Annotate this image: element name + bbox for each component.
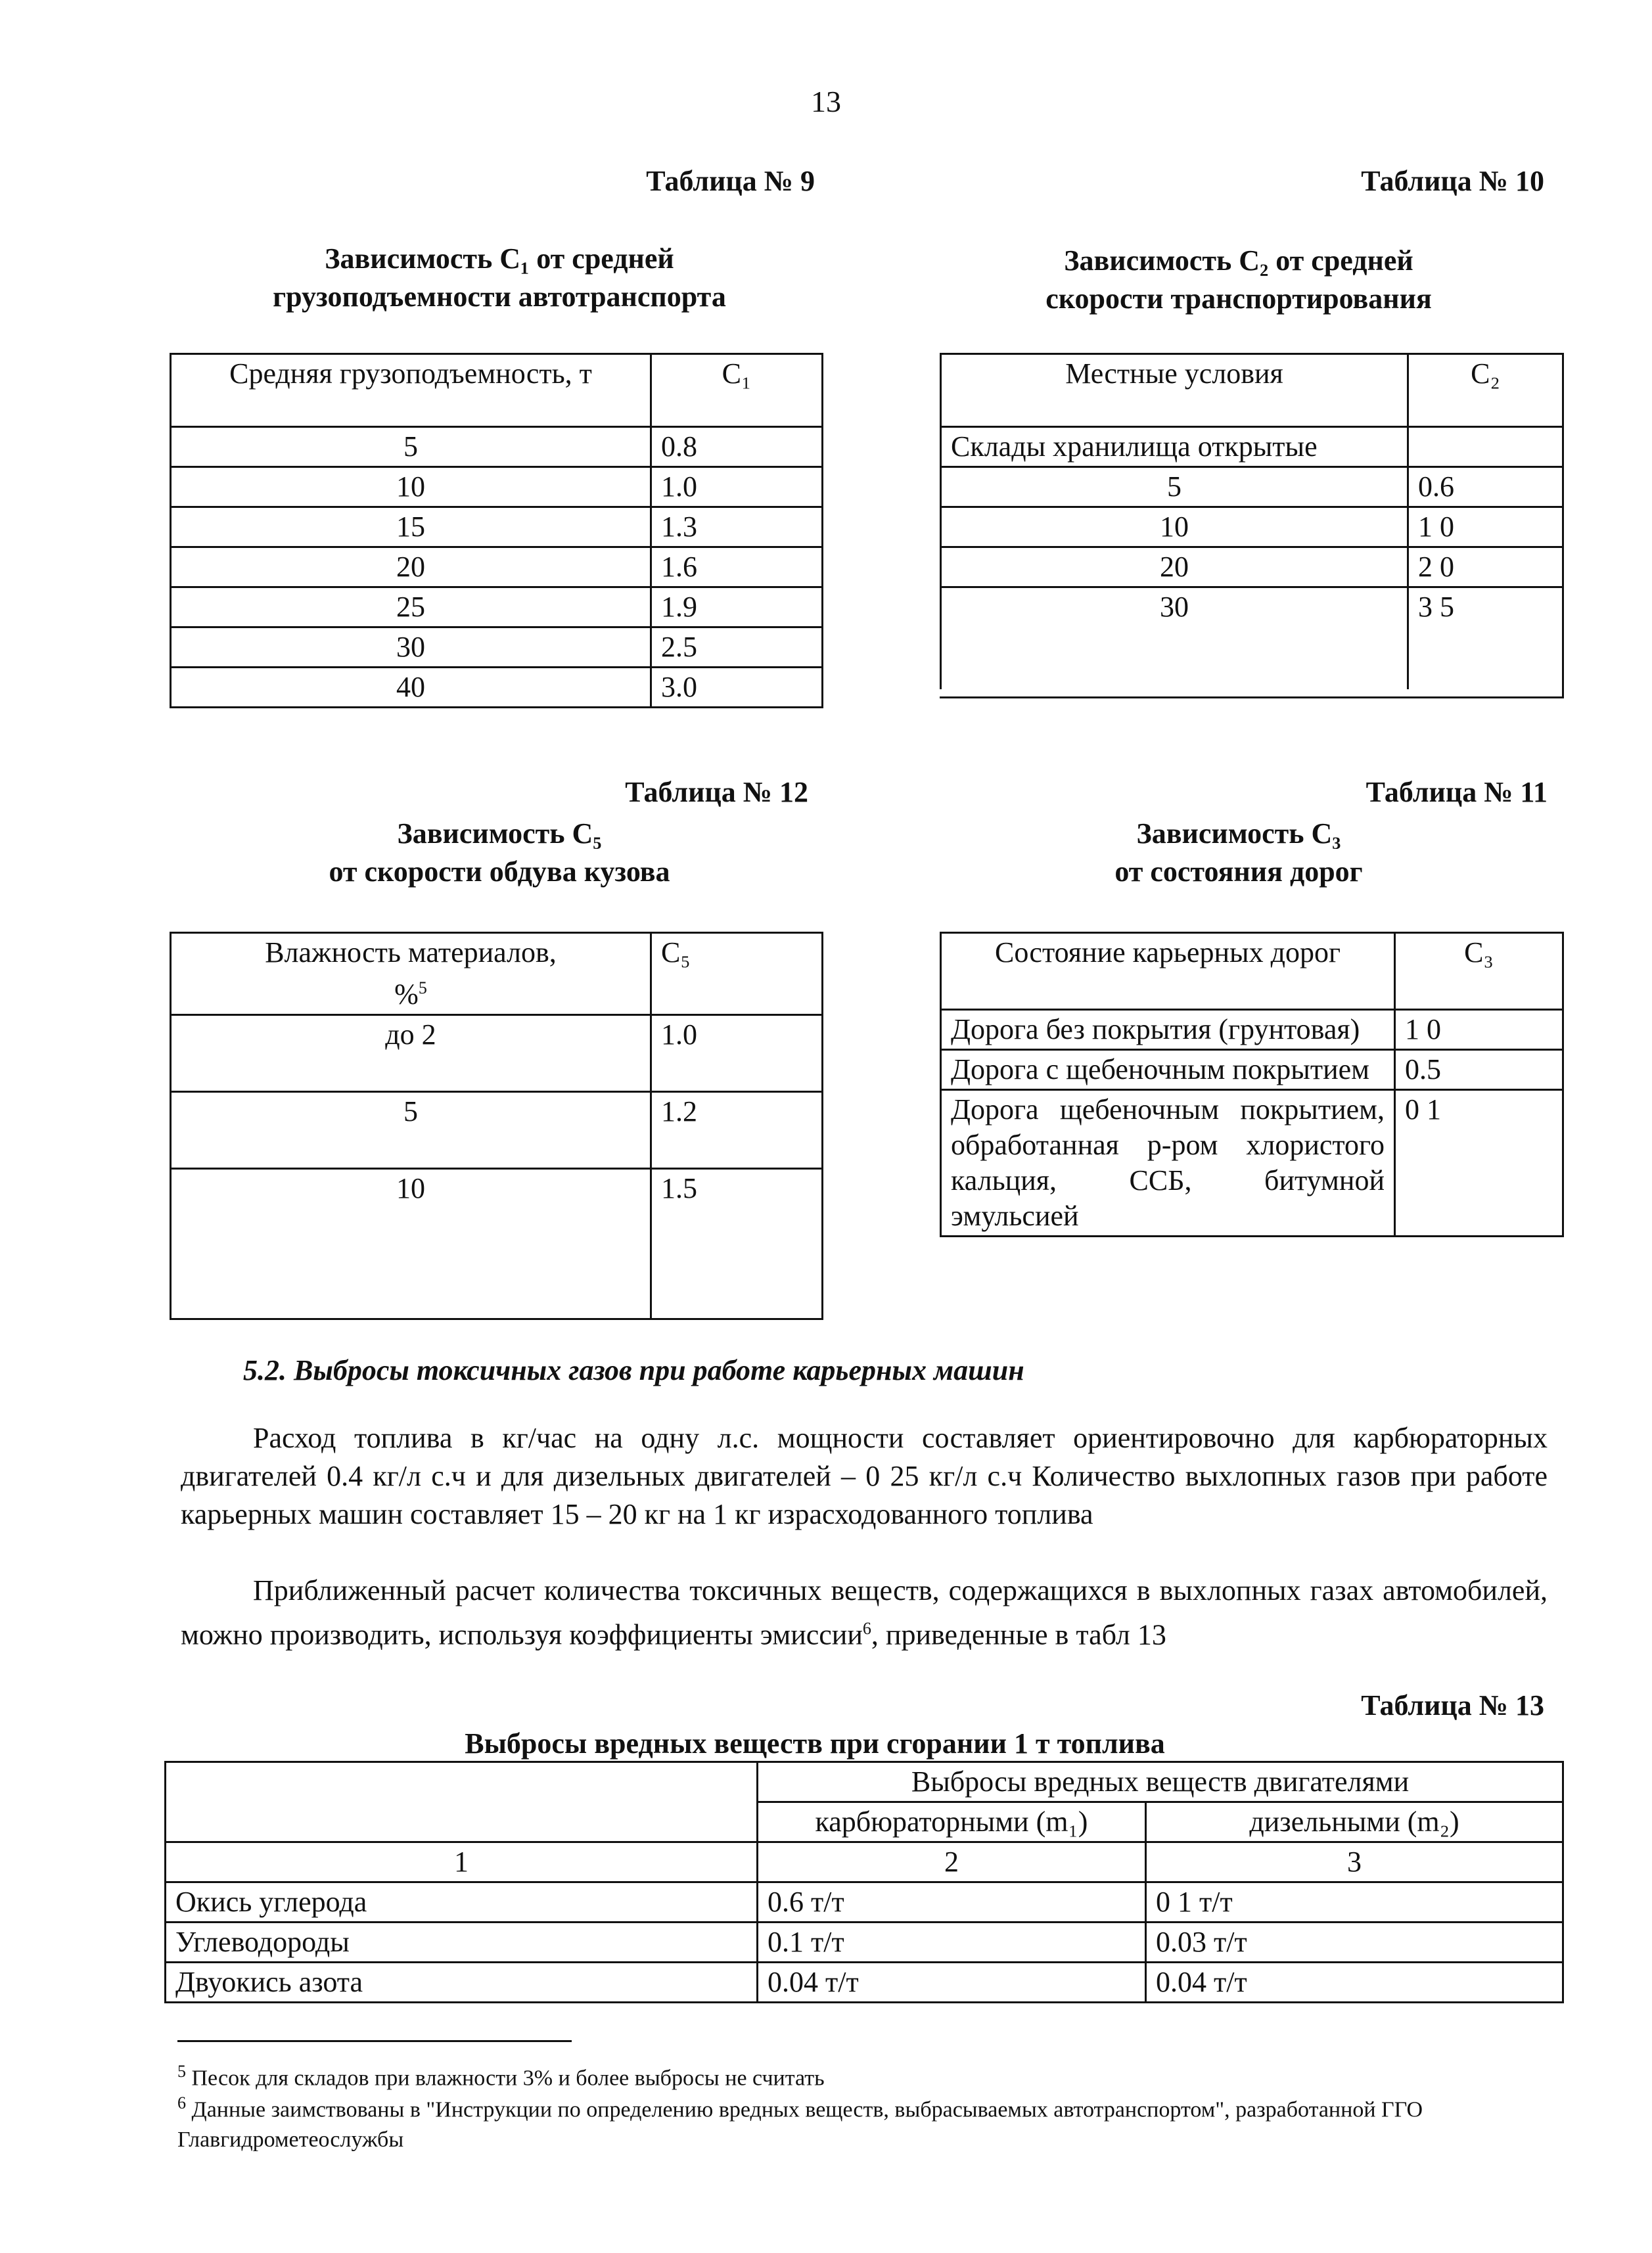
table10-label: Таблица № 10 [1361, 165, 1544, 197]
table9-title-line1: Зависимость C₁ от средней [325, 242, 674, 275]
table11-title-line1: Зависимость C₃ [1136, 817, 1341, 850]
table12-header-col2: C₅ [651, 933, 823, 1015]
table12-label: Таблица № 12 [625, 776, 808, 808]
paragraph-2: Приближенный расчет количества токсичных веществ, содержащихся в выхлопных газах автомобилей, можно производить, используя коэффициенты эмиссии$^6$, приведенные в табл 13 [181, 1574, 1548, 1651]
table9 [170, 353, 823, 708]
table-row: 30 2.5 [171, 627, 823, 668]
table12-header-col1: Влажность материалов, %$^5$ [171, 933, 651, 1015]
table13-colnum-3: 3 [1146, 1842, 1563, 1882]
table-row: Двуокись азота 0.04 т/т 0.04 т/т [166, 1963, 1563, 2003]
table13-col2-header: карбюраторными (m₁) [758, 1802, 1146, 1842]
table13-title: Выбросы вредных веществ при сгорании 1 т топлива [465, 1727, 1165, 1760]
table-row: 20 2 0 [941, 547, 1563, 587]
table13-col3-header: дизельными (m₂) [1146, 1802, 1563, 1842]
table-row: 5 1.2 [171, 1091, 823, 1168]
table11 [940, 932, 1564, 1237]
table-row: Дорога без покрытия (грунтовая) 1 0 [941, 1010, 1563, 1050]
table10-title-line1: Зависимость C₂ от средней [1064, 244, 1413, 277]
table11-title [933, 815, 1544, 891]
table12-title-line2: от скорости обдува кузова [329, 855, 670, 888]
table13-label: Таблица № 13 [1361, 1689, 1544, 1721]
table-row: 20 1.6 [171, 547, 823, 587]
table-row: 10 1 0 [941, 507, 1563, 547]
table-row: Углеводороды 0.1 т/т 0.03 т/т [166, 1923, 1563, 1963]
table9-label: Таблица № 9 [646, 165, 815, 197]
table-row: 25 1.9 [171, 587, 823, 627]
page-number: 13 [811, 85, 841, 118]
table9-title [171, 240, 828, 316]
table10-right-border [1562, 585, 1564, 698]
table12-title [171, 815, 828, 891]
table-row: 5 0.8 [171, 427, 823, 467]
table-row: 15 1.3 [171, 507, 823, 547]
table10-subheader: Склады хранилища открытые [941, 427, 1408, 467]
footnote-separator [177, 2040, 572, 2042]
table10-title [933, 242, 1544, 318]
paragraph-1: Расход топлива в кг/час на одну л.с. мощности составляет ориентировочно для карбюраторных двигателей 0.4 кг/л с.ч и для дизельных двигателей – 0 25 кг/л с.ч Количество выхлопных газов при работе карьерных машин составляет 15 – 20 кг на 1 кг израсходованного топлива [181, 1422, 1548, 1530]
table-row: 10 1.5 [171, 1168, 823, 1319]
table-row: Дорога с щебеночным покрытием 0.5 [941, 1050, 1563, 1090]
table10-title-line2: скорости транспортирования [1045, 283, 1432, 315]
footnote-6: $^6$ Данные заимствованы в "Инструкции по определению вредных веществ, выбрасываемых автотранспортом", разработанной ГГО Главгидрометеослужбы [177, 2093, 1423, 2152]
table10-header-col2: C₂ [1408, 354, 1563, 427]
table13 [164, 1761, 1564, 2003]
table12 [170, 932, 823, 1320]
table10-header-col1: Местные условия [941, 354, 1408, 427]
table13-group-header: Выбросы вредных веществ двигателями [758, 1762, 1563, 1802]
table9-header-col2: C₁ [651, 354, 823, 427]
table13-colnum-2: 2 [758, 1842, 1146, 1882]
table10 [940, 353, 1564, 689]
table12-title-line1: Зависимость C₅ [397, 817, 602, 850]
table-row: 40 3.0 [171, 668, 823, 708]
table-row: 5 0.6 [941, 467, 1563, 507]
table11-title-line2: от состояния дорог [1114, 855, 1363, 888]
table10-bottom-border [940, 696, 1564, 698]
table-row: Окись углерода 0.6 т/т 0 1 т/т [166, 1882, 1563, 1923]
table9-title-line2: грузоподъемности автотранспорта [273, 281, 726, 313]
table-row: 30 3 5 [941, 587, 1563, 690]
footnote-5: $^5$ Песок для складов при влажности 3% и более выбросы не считать [177, 2062, 825, 2091]
table-row: 10 1.0 [171, 467, 823, 507]
section-heading: 5.2. Выбросы токсичных газов при работе карьерных машин [243, 1354, 1024, 1386]
table11-header-col1: Состояние карьерных дорог [941, 933, 1395, 1010]
table-row: до 2 1.0 [171, 1014, 823, 1091]
table11-label: Таблица № 11 [1365, 776, 1548, 808]
table13-colnum-1: 1 [166, 1842, 758, 1882]
table-row: Дорога щебеночным покрытием, обработанная р-ром хлористого кальция, ССБ, битумной эмульсией 0 1 [941, 1090, 1563, 1237]
table9-header-col1: Средняя грузоподъемность, т [171, 354, 651, 427]
table11-header-col2: C₃ [1395, 933, 1563, 1010]
